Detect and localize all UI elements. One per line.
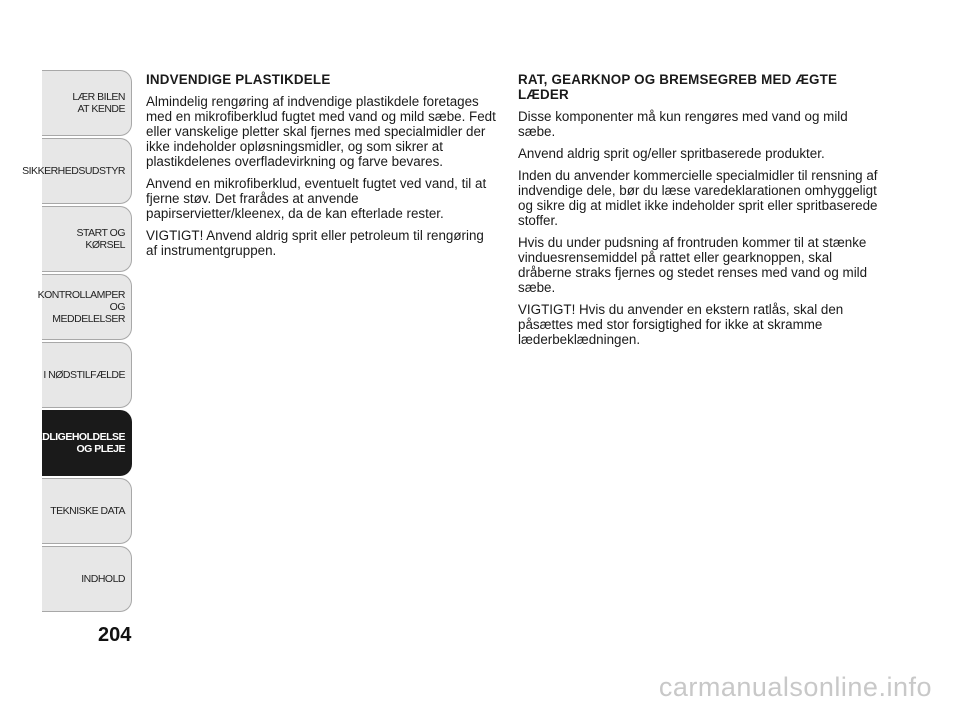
tab-kontrollamper-og-meddelelser[interactable]: KONTROLLAMPER OG MEDDELELSER <box>42 274 132 340</box>
section-heading-plastikdele: INDVENDIGE PLASTIKDELE <box>146 72 331 87</box>
paragraph: Almindelig rengøring af indvendige plastikdele foretages med en mikrofiberklud fugtet med vand og mild sæbe. Fedt eller vanskelige pletter skal fjernes med specialmidler der ikke indeholder opløsningsmidler, og som sikrer at plastikdelenes overfladevirkning og farve bevares. <box>146 94 496 169</box>
tab-vedligeholdelse-og-pleje[interactable]: VEDLIGEHOLDELSE OG PLEJE <box>42 410 132 476</box>
paragraph: Disse komponenter må kun rengøres med vand og mild sæbe. <box>518 109 848 139</box>
paragraph: Anvend aldrig sprit og/eller spritbaserede produkter. <box>518 146 825 161</box>
watermark: carmanualsonline.info <box>658 672 932 702</box>
left-column <box>146 72 496 265</box>
paragraph: Hvis du under pudsning af frontruden kommer til at stænke vinduesrensemiddel på rattet eller gearknoppen, skal dråberne straks fjernes og stedet renses med vand og mild sæbe. <box>518 235 868 295</box>
tab-sikkerhedsudstyr[interactable]: SIKKERHEDSUDSTYR <box>42 138 132 204</box>
tab-i-nodstilfaelde[interactable]: I NØDSTILFÆLDE <box>42 342 132 408</box>
paragraph: VIGTIGT! Hvis du anvender en ekstern ratlås, skal den påsættes med stor forsigtighed for ikke at skramme læderbeklædningen. <box>518 302 844 347</box>
paragraph: VIGTIGT! Anvend aldrig sprit eller petroleum til rengøring af instrumentgruppen. <box>146 228 484 258</box>
right-column <box>518 72 878 354</box>
paragraph: Inden du anvender kommercielle specialmidler til rensning af indvendige dele, bør du læse varedeklarationen omhyggeligt og sikre dig at midlet ikke indeholder sprit eller spritbaserede stoffer. <box>518 168 878 228</box>
tab-indhold[interactable]: INDHOLD <box>42 546 132 612</box>
tab-start-og-korsel[interactable]: START OG KØRSEL <box>42 206 132 272</box>
section-heading-laeder: RAT, GEARKNOP OG BREMSEGREB MED ÆGTE LÆDER <box>518 72 838 102</box>
paragraph: Anvend en mikrofiberklud, eventuelt fugtet ved vand, til at fjerne støv. Det frarådes at anvende papirservietter/kleenex, da de kan efterlade rester. <box>146 176 487 221</box>
tab-tekniske-data[interactable]: TEKNISKE DATA <box>42 478 132 544</box>
tab-laer-bilen-at-kende[interactable]: LÆR BILEN AT KENDE <box>42 70 132 136</box>
page-number: 204 <box>98 624 132 646</box>
